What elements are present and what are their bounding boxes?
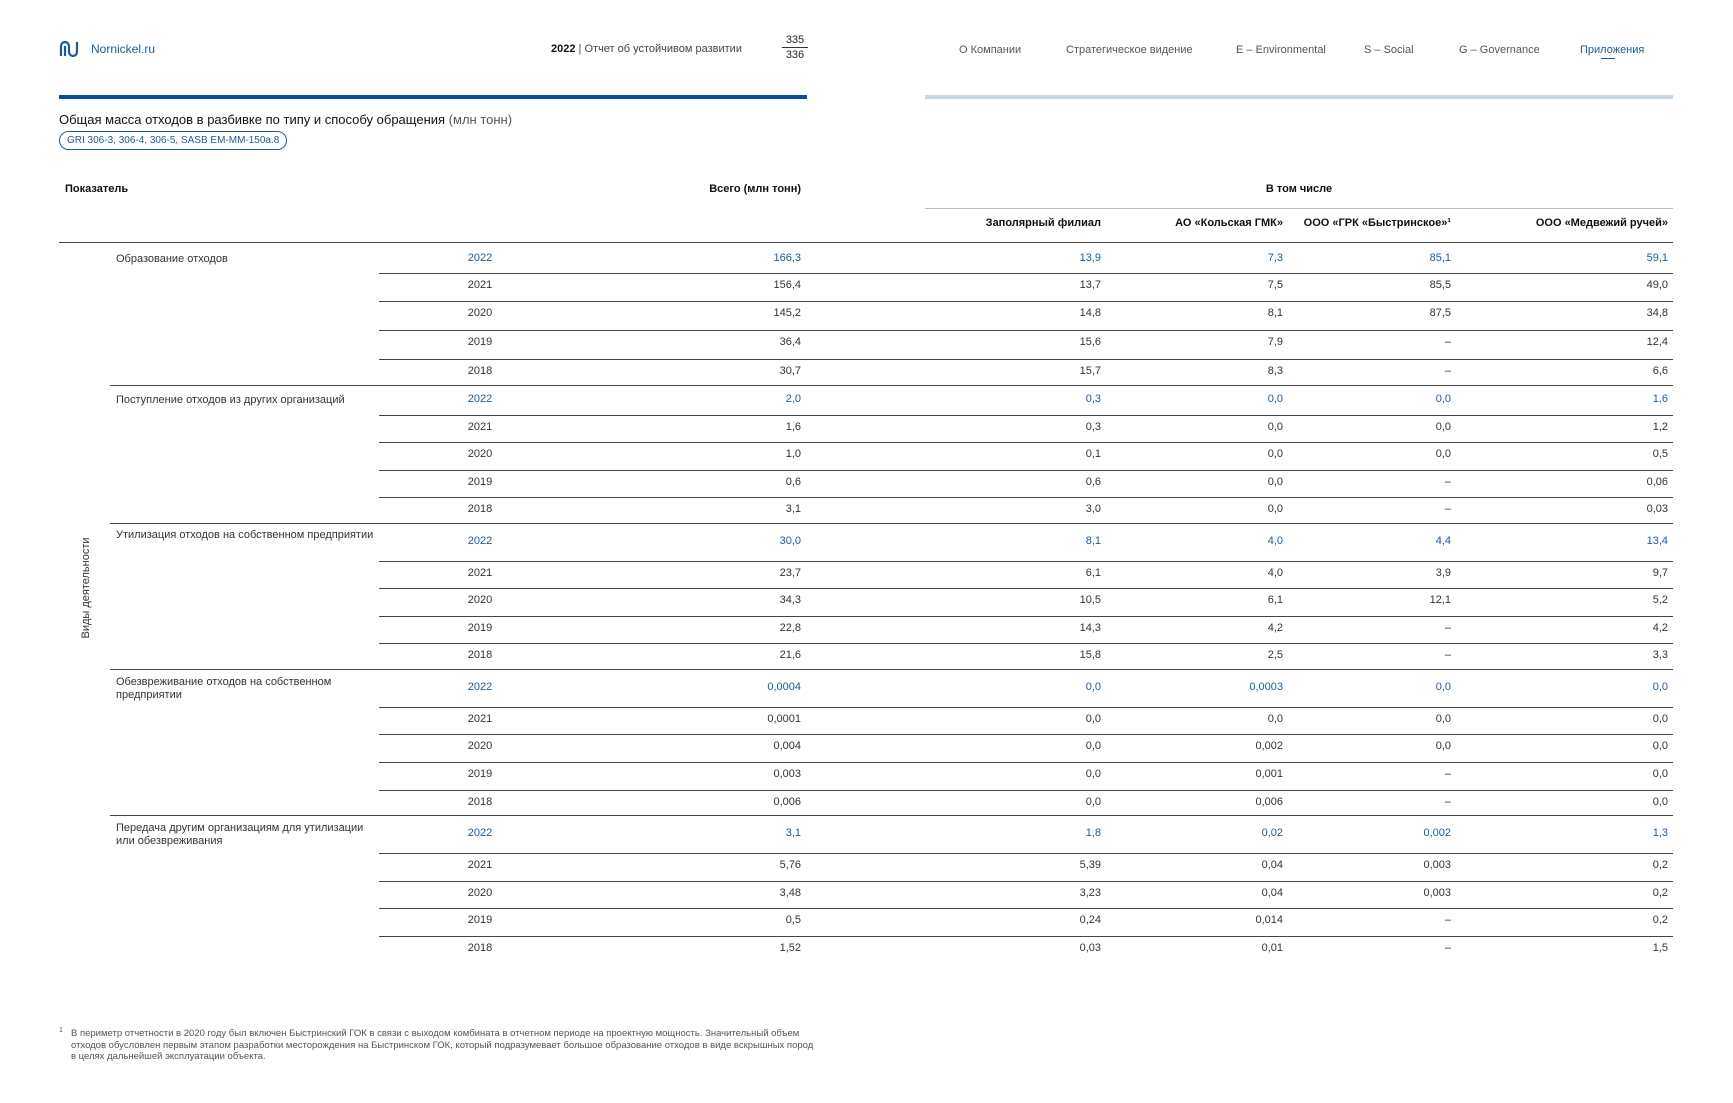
cell-value: 22,8 [779,622,801,634]
cell-value: 15,7 [1079,365,1101,377]
cell-value: 1,3 [1652,827,1668,839]
cell-value: – [1444,336,1451,348]
cell-value: 5,39 [1079,859,1101,871]
header-group: В том числе [1265,183,1333,195]
cell-value: 14,8 [1079,307,1101,319]
cell-value: 0,5 [785,914,801,926]
group-separator [110,385,1673,386]
cell-value: 0,1 [1085,448,1101,460]
cell-value: 0,003 [1423,859,1451,871]
group-separator [110,669,1673,670]
nav-governance[interactable]: G – Governance [1459,44,1540,56]
cell-value: 21,6 [779,649,801,661]
cell-year: 2020 [467,740,493,752]
cell-value: 3,48 [779,887,801,899]
cell-value: 7,5 [1267,279,1283,291]
cell-value: 85,1 [1429,252,1451,264]
cell-value: 0,06 [1646,476,1668,488]
nav-company[interactable]: О Компании [959,44,1022,56]
cell-value: – [1444,503,1451,515]
cell-value: – [1444,796,1451,808]
cell-value: 0,0 [1085,796,1101,808]
cell-value: 0,3 [1085,393,1101,405]
cell-value: 34,3 [779,594,801,606]
nav-environmental[interactable]: E – Environmental [1236,44,1326,56]
cell-value: 9,7 [1652,567,1668,579]
cell-value: 85,5 [1429,279,1451,291]
cell-value: 8,1 [1267,307,1283,319]
cell-value: 4,0 [1267,567,1283,579]
cell-value: – [1444,476,1451,488]
group-label: Поступление отходов из других организаций [116,394,345,406]
cell-year: 2019 [467,336,493,348]
cell-value: 30,0 [779,535,801,547]
row-separator [379,734,1673,735]
cell-value: 13,7 [1079,279,1101,291]
cell-year: 2019 [467,476,493,488]
site-name[interactable]: Nornickel.ru [91,42,156,56]
cell-value: 0,001 [1255,768,1283,780]
cell-value: 49,0 [1646,279,1668,291]
cell-value: 5,76 [779,859,801,871]
cell-value: – [1444,622,1451,634]
cell-value: 14,3 [1079,622,1101,634]
header-bar-left [59,95,807,99]
cell-value: 166,3 [773,252,801,264]
footnote [59,1028,819,1063]
group-label: Обезвреживание отходов на собственном предприятии [116,676,332,701]
cell-value: – [1444,768,1451,780]
cell-year: 2021 [467,859,493,871]
header-sub-kola: АО «Кольская ГМК» [1175,217,1283,229]
cell-value: 156,4 [773,279,801,291]
cell-value: – [1444,649,1451,661]
cell-value: 0,24 [1079,914,1101,926]
cell-value: – [1444,942,1451,954]
cell-year: 2022 [467,827,493,839]
row-separator [379,273,1673,274]
cell-value: 0,04 [1261,887,1283,899]
page-current: 335 [782,33,808,48]
cell-value: 0,0 [1652,740,1668,752]
cell-value: 5,2 [1652,594,1668,606]
gri-tag[interactable]: GRI 306-3, 306-4, 306-5, SASB EM-MM-150a.8 [59,131,287,150]
site-logo-link[interactable] [59,40,155,58]
cell-value: 0,0 [1267,421,1283,433]
cell-value: 23,7 [779,567,801,579]
cell-value: 34,8 [1646,307,1668,319]
footnote-mark: 1 [59,1027,63,1034]
side-label: Виды деятельности [80,537,92,639]
cell-value: 0,6 [785,476,801,488]
row-separator [379,561,1673,562]
cell-value: 1,2 [1652,421,1668,433]
row-separator [379,442,1673,443]
cell-value: 0,0 [1435,681,1451,693]
cell-value: 3,23 [1079,887,1101,899]
cell-value: 1,6 [1652,393,1668,405]
cell-value: 0,6 [1085,476,1101,488]
cell-value: 13,4 [1646,535,1668,547]
row-separator [379,497,1673,498]
group-label: Утилизация отходов на собственном предприятии [116,529,374,541]
cell-value: 0,0 [1435,393,1451,405]
cell-value: 0,03 [1079,942,1101,954]
cell-value: 0,0 [1085,768,1101,780]
cell-year: 2021 [467,567,493,579]
cell-value: 1,5 [1652,942,1668,954]
cell-value: 1,0 [785,448,801,460]
row-separator [379,330,1673,331]
cell-value: 0,01 [1261,942,1283,954]
cell-value: 0,0 [1652,768,1668,780]
cell-value: 87,5 [1429,307,1451,319]
cell-value: 0,0 [1435,713,1451,725]
nav-social[interactable]: S – Social [1364,44,1414,56]
report-year: 2022 [551,43,576,55]
row-separator [379,588,1673,589]
cell-value: 59,1 [1646,252,1668,264]
cell-year: 2022 [467,535,493,547]
cell-year: 2020 [467,594,493,606]
cell-value: 0,0 [1267,713,1283,725]
row-separator [379,762,1673,763]
cell-value: 2,5 [1267,649,1283,661]
cell-value: 0,0 [1652,796,1668,808]
cell-value: 0,0 [1267,503,1283,515]
cell-value: 15,6 [1079,336,1101,348]
cell-value: 10,5 [1079,594,1101,606]
group-label: Передача другим организациям для утилизации или обезвреживания [116,822,364,847]
cell-value: 1,8 [1085,827,1101,839]
nav-strategy[interactable]: Стратегическое видение [1066,44,1193,56]
cell-value: 7,3 [1267,252,1283,264]
page-counter [782,33,808,62]
header-sub-polar: Заполярный филиал [985,217,1101,229]
nav-appendices[interactable]: Приложения [1580,44,1645,56]
row-separator [379,908,1673,909]
cell-value: 15,8 [1079,649,1101,661]
row-separator [379,301,1673,302]
cell-value: 0,0 [1435,421,1451,433]
cell-year: 2020 [467,307,493,319]
table-title [59,112,512,127]
cell-value: 4,2 [1267,622,1283,634]
cell-value: 0,0 [1085,713,1101,725]
cell-value: 7,9 [1267,336,1283,348]
group-separator [110,815,1673,816]
header-indicator: Показатель [65,183,129,195]
header-total: Всего (млн тонн) [709,183,801,195]
cell-value: 0,006 [1255,796,1283,808]
report-title: 2022 | Отчет об устойчивом развитии [551,43,742,55]
cell-year: 2019 [467,914,493,926]
cell-year: 2022 [467,681,493,693]
table-title-unit: (млн тонн) [448,112,513,127]
cell-value: 145,2 [773,307,801,319]
cell-value: 0,03 [1646,503,1668,515]
cell-value: 6,6 [1652,365,1668,377]
cell-value: 0,04 [1261,859,1283,871]
cell-value: 1,6 [785,421,801,433]
cell-year: 2018 [467,942,493,954]
cell-value: 0,0 [1435,448,1451,460]
page-total: 336 [785,49,805,61]
cell-value: 0,5 [1652,448,1668,460]
cell-value: 0,2 [1652,859,1668,871]
cell-year: 2022 [467,393,493,405]
cell-value: 3,0 [1085,503,1101,515]
cell-year: 2018 [467,649,493,661]
nav-active-indicator [1601,58,1615,59]
cell-value: 0,003 [1423,887,1451,899]
cell-value: 0,3 [1085,421,1101,433]
cell-value: – [1444,914,1451,926]
header-bottom-rule [59,242,1673,243]
row-separator [379,415,1673,416]
cell-value: 0,014 [1255,914,1283,926]
cell-value: 0,2 [1652,887,1668,899]
cell-value: 4,2 [1652,622,1668,634]
cell-year: 2018 [467,365,493,377]
cell-value: 30,7 [779,365,801,377]
cell-year: 2018 [467,503,493,515]
cell-year: 2018 [467,796,493,808]
group-label: Образование отходов [116,253,228,265]
row-separator [379,936,1673,937]
header-sub-bystrinskoye: ООО «ГРК «Быстринское»¹ [1303,217,1451,229]
cell-value: 13,9 [1079,252,1101,264]
cell-value: 3,1 [785,503,801,515]
cell-value: 0,2 [1652,914,1668,926]
cell-value: – [1444,365,1451,377]
cell-value: 4,0 [1267,535,1283,547]
cell-value: 0,004 [773,740,801,752]
cell-value: 0,02 [1261,827,1283,839]
cell-value: 3,1 [785,827,801,839]
cell-value: 0,0004 [767,681,801,693]
report-name: Отчет об устойчивом развитии [584,43,742,55]
cell-value: 0,002 [1255,740,1283,752]
cell-value: 0,0 [1085,740,1101,752]
cell-value: 3,3 [1652,649,1668,661]
cell-year: 2021 [467,713,493,725]
row-separator [379,359,1673,360]
cell-value: 2,0 [785,393,801,405]
cell-year: 2020 [467,887,493,899]
cell-value: 0,0 [1652,681,1668,693]
cell-value: 0,0 [1267,393,1283,405]
cell-value: 0,0 [1085,681,1101,693]
cell-year: 2019 [467,768,493,780]
cell-value: 1,52 [779,942,801,954]
row-separator [379,616,1673,617]
nornickel-logo-icon [59,40,81,58]
group-separator [110,523,1673,524]
cell-value: 0,0 [1652,713,1668,725]
cell-year: 2021 [467,279,493,291]
cell-value: 0,0 [1267,448,1283,460]
cell-value: 0,0003 [1249,681,1283,693]
cell-value: 0,002 [1423,827,1451,839]
cell-value: 0,0001 [767,713,801,725]
cell-value: 8,3 [1267,365,1283,377]
cell-year: 2022 [467,252,493,264]
group-divider [925,208,1673,209]
cell-value: 3,9 [1435,567,1451,579]
cell-year: 2019 [467,622,493,634]
row-separator [379,853,1673,854]
header-bar-right [925,95,1673,99]
cell-year: 2020 [467,448,493,460]
cell-value: 36,4 [779,336,801,348]
cell-value: 4,4 [1435,535,1451,547]
row-separator [379,790,1673,791]
cell-value: 0,006 [773,796,801,808]
row-separator [379,707,1673,708]
cell-value: 12,1 [1429,594,1451,606]
cell-value: 12,4 [1646,336,1668,348]
row-separator [379,643,1673,644]
cell-year: 2021 [467,421,493,433]
cell-value: 6,1 [1085,567,1101,579]
row-separator [379,470,1673,471]
cell-value: 0,003 [773,768,801,780]
header-sub-medvezhiy: ООО «Медвежий ручей» [1535,217,1668,229]
row-separator [379,881,1673,882]
cell-value: 0,0 [1267,476,1283,488]
cell-value: 8,1 [1085,535,1101,547]
cell-value: 0,0 [1435,740,1451,752]
cell-value: 6,1 [1267,594,1283,606]
table-title-main: Общая масса отходов в разбивке по типу и способу обращения [59,112,446,127]
footnote-text: В периметр отчетности в 2020 году был включен Быстринский ГОК в связи с выходом комбината в отчетном периоде на проектную мощность. Значительный объем отходов обусловлен первым этапом разработки месторождения на Быстринском ГОК, который подразумевает большое образование отходов в виде вскрышных пород в целях дальнейшей эксплуатации объекта. [71,1028,814,1062]
